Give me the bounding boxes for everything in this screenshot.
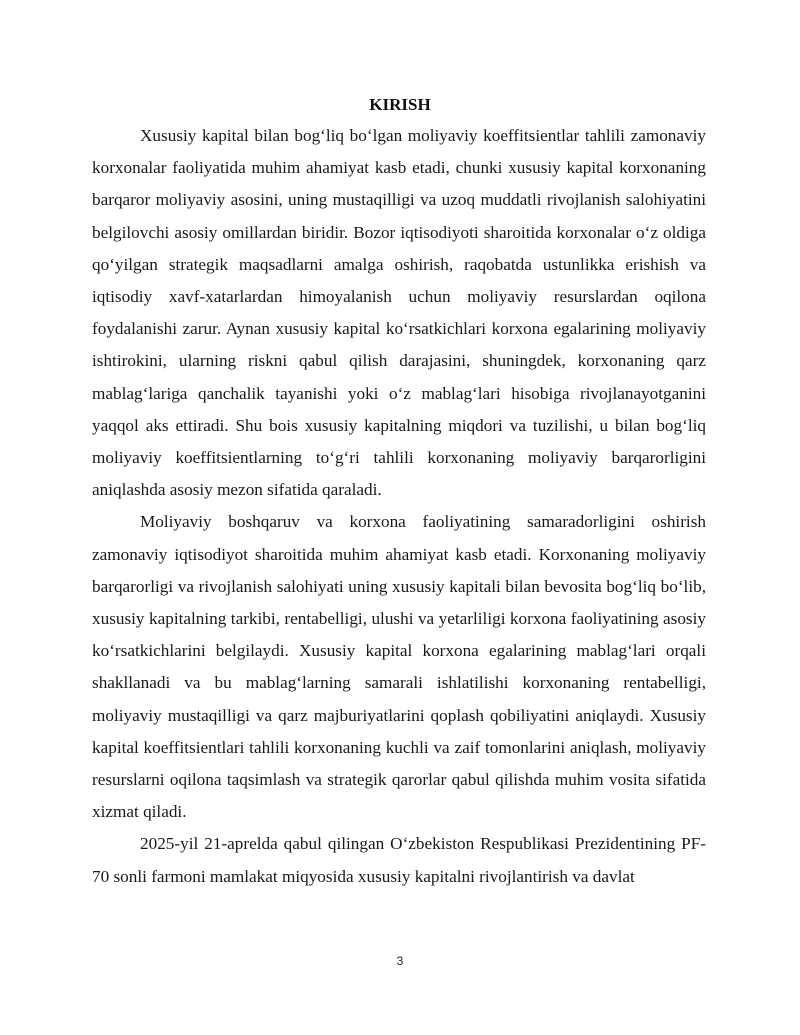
page-number: 3 — [396, 954, 404, 968]
document-body — [92, 120, 706, 893]
paragraph-3: 2025-yil 21-aprelda qabul qilingan O‘zbekiston Respublikasi Prezidentining PF-70 sonli farmoni mamlakat miqyosida xususiy kapitalni rivojlantirish va davlat — [92, 834, 706, 886]
paragraph-1: Xususiy kapital bilan bog‘liq bo‘lgan moliyaviy koeffitsientlar tahlili zamonaviy korxonalar faoliyatida muhim ahamiyat kasb etadi, chunki xususiy kapital korxonaning barqaror moliyaviy asosini, uning mustaqilligi va uzoq muddatli rivojlanish salohiyatini belgilovchi asosiy omillardan biridir. Bozor iqtisodiyoti sharoitida korxonalar o‘z oldiga qo‘yilgan strategik maqsadlarni amalga oshirish, raqobatda ustunlikka erishish va iqtisodiy xavf-xatarlardan himoyalanish uchun moliyaviy resurslardan oqilona foydalanishi zarur. Aynan xususiy kapital ko‘rsatkichlari korxona egalarining moliyaviy ishtirokini, ularning riskni qabul qilish darajasini, shuningdek, korxonaning qarz mablag‘lariga qanchalik tayanishi yoki o‘z mablag‘lari hisobiga rivojlanayotganini yaqqol aks ettiradi. Shu bois xususiy kapitalning miqdori va tuzilishi, u bilan bog‘liq moliyaviy koeffitsientlarning to‘g‘ri tahlili korxonaning moliyaviy barqarorligini aniqlashda asosiy mezon sifatida qaraladi. — [92, 126, 706, 500]
paragraph-2: Moliyaviy boshqaruv va korxona faoliyatining samaradorligini oshirish zamonaviy iqtisodiyot sharoitida muhim ahamiyat kasb etadi. Korxonaning moliyaviy barqarorligi va rivojlanish salohiyati uning xususiy kapitali bilan bevosita bog‘liq bo‘lib, xususiy kapitalning tarkibi, rentabelligi, ulushi va yetarliligi korxona faoliyatining asosiy ko‘rsatkichlarini belgilaydi. Xususiy kapital korxona egalarining mablag‘lari orqali shakllanadi va bu mablag‘larning samarali ishlatilishi korxonaning rentabelligi, moliyaviy mustaqilligi va qarz majburiyatlarini qoplash qobiliyatini aniqlaydi. Xususiy kapital koeffitsientlari tahlili korxonaning kuchli va zaif tomonlarini aniqlash, moliyaviy resurslarni oqilona taqsimlash va strategik qarorlar qabul qilishda muhim vosita sifatida xizmat qiladi. — [92, 512, 706, 822]
page-title: KIRISH — [369, 95, 431, 114]
